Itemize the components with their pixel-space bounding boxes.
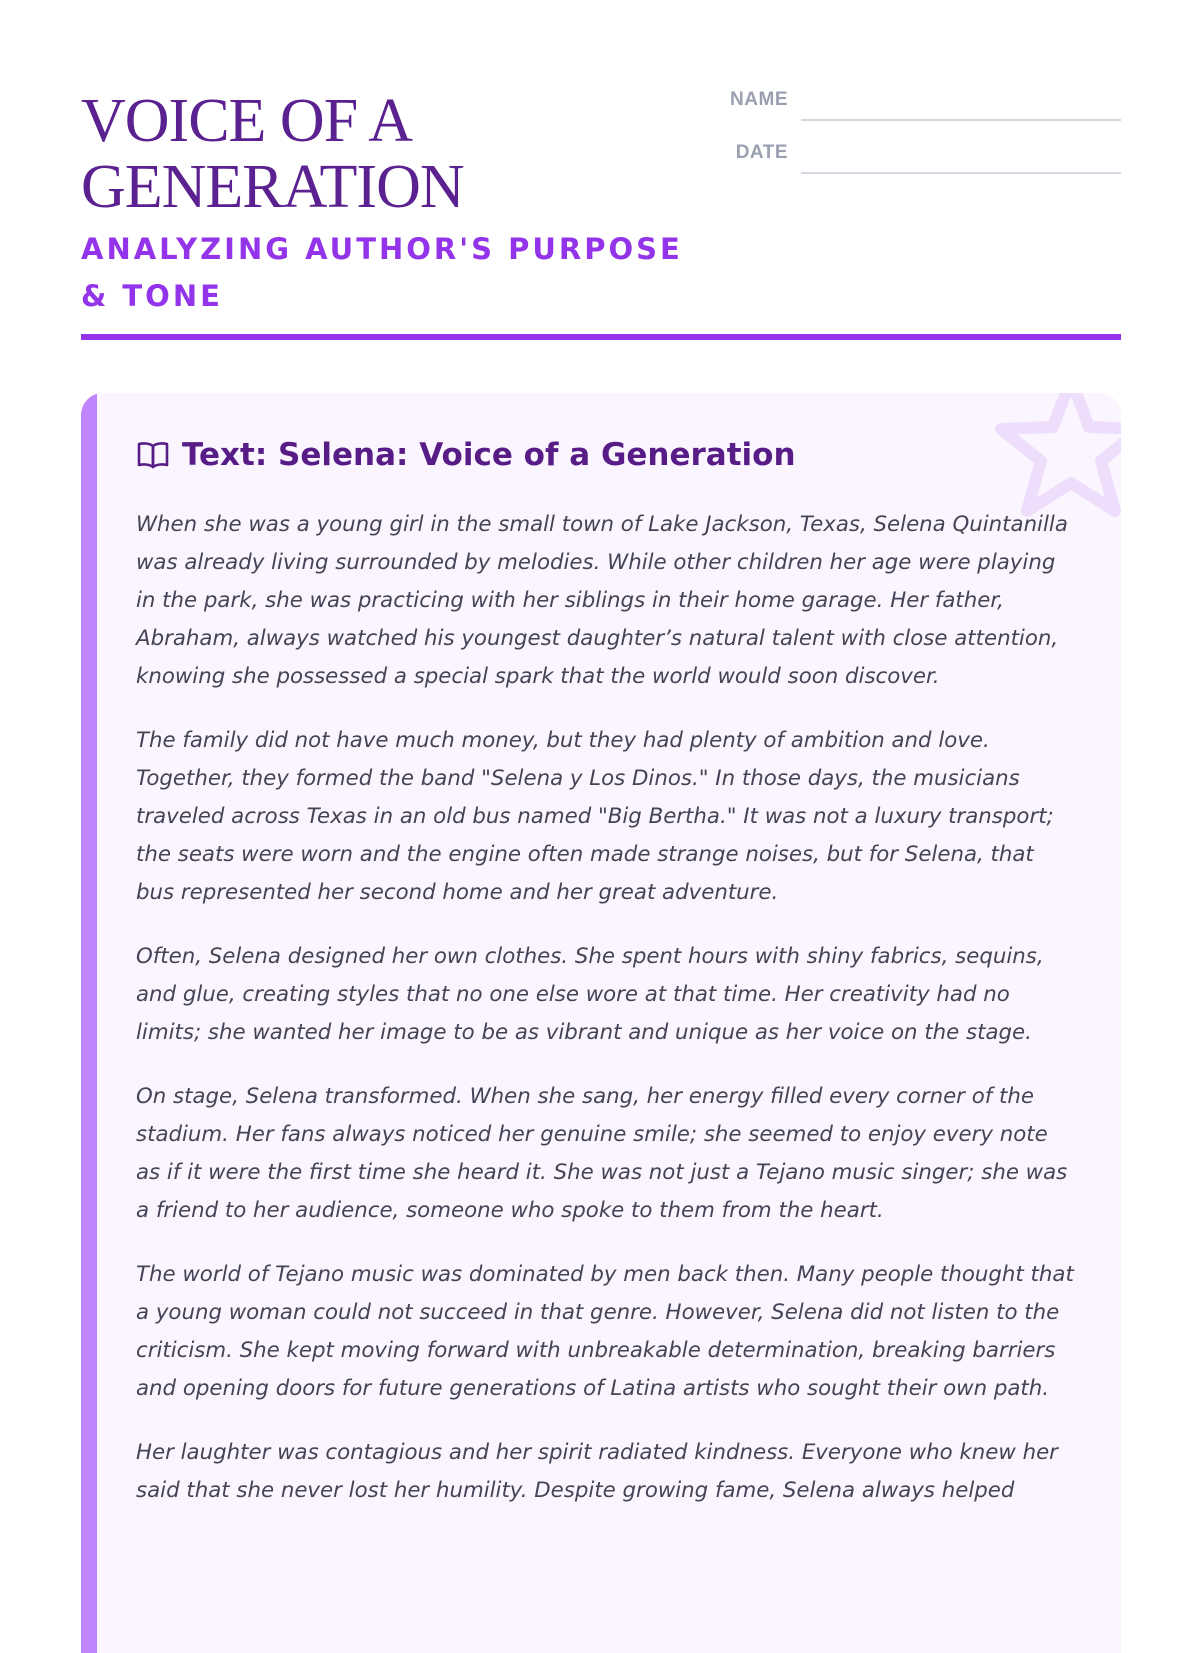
passage-paragraph: The world of Tejano music was dominated by men back then. Many people thought that a young woman could not succeed in that genre. However, Selena did not listen to the criticism. She kept moving forward with unbreakable determination, breaking barriers and opening doors for future generations of Latina artists who sought their own path. (136, 1262, 1074, 1401)
passage-title: Text: Selena: Voice of a Generation (182, 437, 796, 473)
subtitle-line-1: ANALYZING AUTHOR'S PURPOSE (81, 232, 683, 266)
student-info-fields (709, 88, 1121, 194)
date-label: DATE (735, 142, 788, 163)
book-open-icon (136, 440, 170, 470)
worksheet-title (81, 88, 701, 220)
passage-paragraph: The family did not have much money, but they had plenty of ambition and love. Together, they formed the band "Selena y Los Dinos." In those days, the musicians traveled across Texas in an old bus named "Big Bertha." It was not a luxury transport; the seats were worn and the engine often made strange noises, but for Selena, that bus represented her second home and her great adventure. (136, 728, 1054, 905)
passage-paragraph: When she was a young girl in the small town of Lake Jackson, Texas, Selena Quintanilla was already living surrounded by melodies. While other children her age were playing in the park, she was practicing with her siblings in their home garage. Her father, Abraham, always watched his youngest daughter’s natural talent with close attention, knowing she possessed a special spark that the world would soon discover. (136, 512, 1068, 689)
worksheet-subtitle (81, 226, 701, 320)
name-input-line[interactable] (801, 119, 1121, 121)
subtitle-line-2: & TONE (81, 279, 223, 313)
passage-text (136, 506, 1076, 1536)
header-divider (81, 334, 1121, 340)
name-label: NAME (730, 89, 788, 110)
passage-paragraph: Her laughter was contagious and her spirit radiated kindness. Everyone who knew her said that she never lost her humility. Despite growing fame, Selena always helped (136, 1440, 1058, 1503)
name-field (709, 88, 1121, 141)
passage-heading (136, 437, 796, 473)
card-accent-bar (81, 393, 97, 1653)
worksheet-header (81, 88, 1121, 338)
passage-paragraph: Often, Selena designed her own clothes. She spent hours with shiny fabrics, sequins, and glue, creating styles that no one else wore at that time. Her creativity had no limits; she wanted her image to be as vibrant and unique as her voice on the stage. (136, 944, 1044, 1045)
date-field (709, 141, 1121, 194)
date-input-line[interactable] (801, 172, 1121, 174)
reading-passage-card (81, 393, 1121, 1653)
title-line-1: VOICE OF A (81, 87, 413, 155)
title-block (81, 88, 701, 320)
title-line-2: GENERATION (81, 153, 464, 221)
passage-paragraph: On stage, Selena transformed. When she sang, her energy filled every corner of the stadium. Her fans always noticed her genuine smile; she seemed to enjoy every note as if it were the first time she heard it. She was not just a Tejano music singer; she was a friend to her audience, someone who spoke to them from the heart. (136, 1084, 1068, 1223)
